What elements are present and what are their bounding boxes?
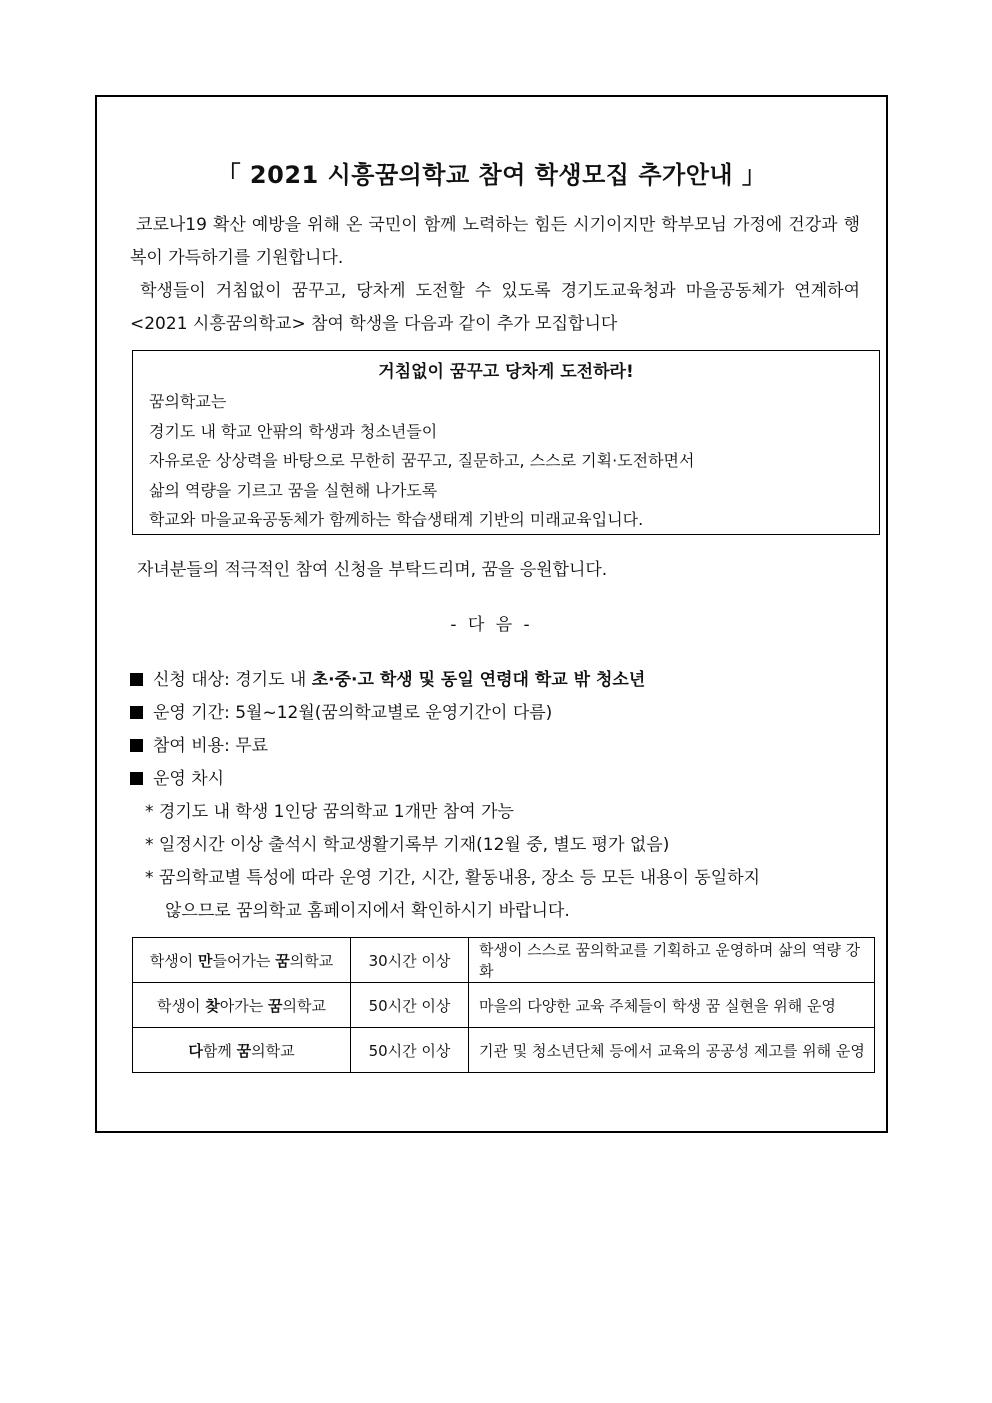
cost-item (130, 731, 268, 756)
description-cell: 기관 및 청소년단체 등에서 교육의 공공성 제고를 위해 운영 (469, 1028, 875, 1073)
box-heading: 거침없이 꿈꾸고 당차게 도전하라! (378, 362, 634, 382)
notice-frame (95, 95, 888, 1133)
box-line: 꿈의학교는 (149, 392, 227, 411)
hours-cell: 30시간 이상 (351, 938, 469, 983)
separator-heading: - 다 음 - (450, 615, 533, 635)
target-label: 신청 대상: 경기도 내 (153, 670, 312, 690)
table-row (133, 1028, 875, 1073)
box-line: 경기도 내 학교 안팎의 학생과 청소년들이 (149, 421, 438, 441)
program-table (132, 937, 875, 1073)
period-text: 운영 기간: 5월~12월(꿈의학교별로 운영기간이 다름) (153, 703, 553, 723)
box-line: 자유로운 상상력을 바탕으로 무한히 꿈꾸고, 질문하고, 스스로 기획·도전하면서 (149, 451, 695, 471)
box-line: 삶의 역량을 기르고 꿈을 실현해 나가도록 (149, 480, 438, 500)
table-row (133, 983, 875, 1028)
support-text: 자녀분들의 적극적인 참여 신청을 부탁드리며, 꿈을 응원합니다. (137, 560, 608, 580)
box-line: 학교와 마을교육공동체가 함께하는 학습생태계 기반의 미래교육입니다. (149, 510, 644, 530)
note-item: * 꿈의학교별 특성에 따라 운영 기간, 시간, 활동내용, 장소 등 모든 내용이 동일하지 (145, 868, 761, 888)
page-title: 「 2021 시흥꿈의학교 참여 학생모집 추가안내 」 (216, 161, 767, 189)
hours-cell: 50시간 이상 (351, 983, 469, 1028)
intro-paragraph-2 (130, 275, 860, 341)
intro-text-1: 코로나19 확산 예방을 위해 온 국민이 함께 노력하는 힘든 시기이지만 학부모님 가정에 건강과 행복이 가득하기를 기원합니다. (130, 215, 860, 268)
box-lines (149, 387, 879, 535)
description-cell: 마을의 다양한 교육 주체들이 학생 꿈 실현을 위해 운영 (469, 983, 875, 1028)
intro-paragraph-1 (130, 209, 860, 275)
description-cell: 학생이 스스로 꿈의학교를 기획하고 운영하며 삶의 역량 강화 (469, 938, 875, 983)
square-bullet-icon (130, 772, 143, 785)
program-name-cell: 다함께 꿈의학교 (133, 1028, 351, 1073)
table-row (133, 938, 875, 983)
period-item (130, 698, 552, 723)
program-name-cell: 학생이 만들어가는 꿈의학교 (133, 938, 351, 983)
target-value: 초·중·고 학생 및 동일 연령대 학교 밖 청소년 (311, 670, 646, 690)
session-item (130, 764, 224, 789)
dream-school-description-box (132, 350, 880, 535)
note-continuation: 않으므로 꿈의학교 홈페이지에서 확인하시기 바랍니다. (165, 901, 570, 921)
target-item (130, 665, 645, 690)
square-bullet-icon (130, 706, 143, 719)
note-item: * 일정시간 이상 출석시 학교생활기록부 기재(12월 중, 별도 평가 없음) (145, 835, 670, 855)
note-item: * 경기도 내 학생 1인당 꿈의학교 1개만 참여 가능 (145, 802, 514, 822)
square-bullet-icon (130, 673, 143, 686)
program-name-cell: 학생이 찾아가는 꿈의학교 (133, 983, 351, 1028)
hours-cell: 50시간 이상 (351, 1028, 469, 1073)
session-text: 운영 차시 (153, 769, 225, 789)
intro-text-2: 학생들이 거침없이 꿈꾸고, 당차게 도전할 수 있도록 경기도교육청과 마을공동체가 연계하여 <2021 시흥꿈의학교> 참여 학생을 다음과 같이 추가 모집합니다 (130, 281, 860, 334)
square-bullet-icon (130, 739, 143, 752)
cost-text: 참여 비용: 무료 (153, 736, 269, 756)
